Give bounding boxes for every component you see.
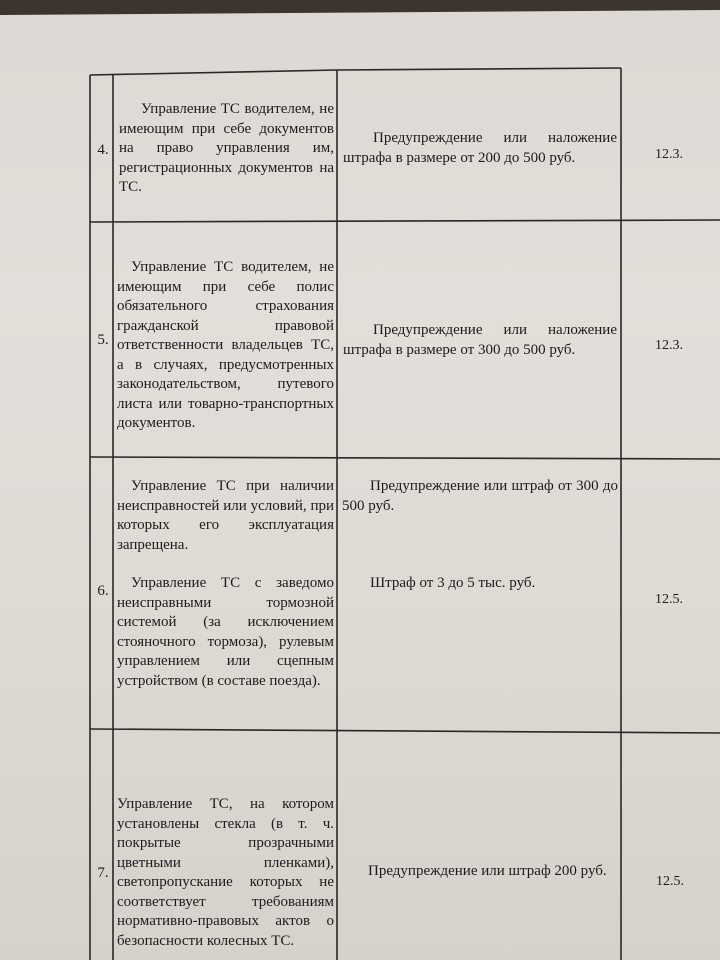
penalty-text: Предупреждение или штраф от 300 до 500 руб. (342, 478, 618, 514)
row-number: 5. (97, 332, 109, 348)
penalty-text: Штраф от 3 до 5 тыс. руб. (370, 575, 536, 591)
penalty-text: Предупреждение или наложение штрафа в размере от 300 до 500 руб. (343, 322, 617, 358)
row-number: 7. (97, 865, 109, 881)
article-number: 12.5. (655, 592, 683, 607)
offense-text: Управление ТС с заведомо неисправными тормозной системой (за исключением стояночного тормоза), рулевым управлением или сцепным устройством (в составе поезда). (117, 575, 334, 689)
offense-text: Управление ТС водителем, не имеющим при себе документов на право управления им, регистрационных документов на ТС. (119, 101, 334, 195)
offense-text: Управление ТС, на котором установлены стекла (в т. ч. покрытые прозрачными цветными пленками), светопропускание которых не соответствует требованиям нормативно-правовых актов о безопасности колесных ТС. (117, 796, 334, 949)
article-number: 12.3. (655, 147, 683, 162)
offense-text: Управление ТС водителем, не имеющим при себе полис обязательного страхования гражданской правовой ответственности владельцев ТС, а в случаях, предусмотренных законодательством, путевого листа или товарно-транспортных документов. (117, 259, 334, 431)
row-number: 6. (97, 583, 109, 599)
row-number: 4. (97, 142, 109, 158)
article-number: 12.3. (655, 338, 683, 353)
offense-text: Управление ТС при наличии неисправностей или условий, при которых его эксплуатация запрещена. (117, 478, 334, 553)
penalty-text: Предупреждение или штраф 200 руб. (368, 863, 607, 879)
article-number: 12.5. (656, 874, 684, 889)
penalty-text: Предупреждение или наложение штрафа в размере от 200 до 500 руб. (343, 130, 617, 166)
